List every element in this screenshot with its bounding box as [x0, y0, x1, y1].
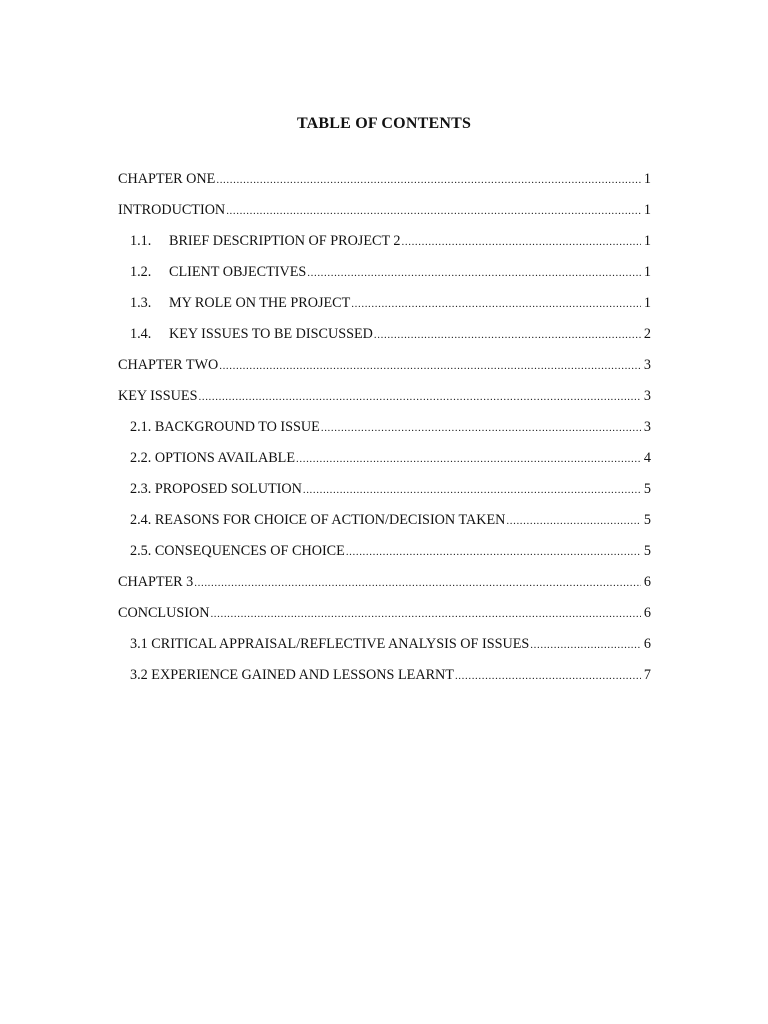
- toc-entry-label: 2.3. PROPOSED SOLUTION: [130, 481, 302, 497]
- dot-leader: [346, 538, 641, 566]
- toc-entry-label: CLIENT OBJECTIVES: [169, 264, 307, 280]
- toc-entry: [118, 444, 651, 475]
- dot-leader: [194, 569, 641, 597]
- dot-leader: [199, 383, 642, 411]
- toc-entry: [118, 630, 651, 661]
- toc-entry: [118, 413, 651, 444]
- toc-entry-label: 3.1 CRITICAL APPRAISAL/REFLECTIVE ANALYSIS OF ISSUES: [130, 636, 530, 652]
- toc-entry: [118, 351, 651, 382]
- dot-leader: [530, 631, 641, 659]
- toc-entry: [118, 475, 651, 506]
- toc-entry-page-number: 1: [643, 264, 651, 280]
- dot-leader: [307, 259, 641, 287]
- toc-entry-page-number: 2: [643, 326, 651, 342]
- dot-leader: [216, 166, 641, 194]
- toc-entry-label: CHAPTER 3: [118, 574, 194, 590]
- toc-entry: [118, 196, 651, 227]
- toc-entry: [118, 537, 651, 568]
- dot-leader: [402, 228, 641, 256]
- toc-entry: [118, 599, 651, 630]
- toc-entry-label: KEY ISSUES TO BE DISCUSSED: [169, 326, 373, 342]
- toc-entry-page-number: 6: [643, 574, 651, 590]
- toc-entry: [118, 258, 651, 289]
- toc-entry-label: CONCLUSION: [118, 605, 210, 621]
- toc-entry-number: 1.4.: [130, 326, 152, 342]
- toc-entry-page-number: 1: [643, 202, 651, 218]
- toc-entry-page-number: 5: [643, 512, 651, 528]
- toc-entry-page-number: 3: [643, 388, 651, 404]
- toc-entry-label: BRIEF DESCRIPTION OF PROJECT 2: [169, 233, 401, 249]
- toc-entry: [118, 661, 651, 692]
- toc-entry-page-number: 4: [643, 450, 651, 466]
- toc-entry-page-number: 1: [643, 233, 651, 249]
- toc-entry: [118, 568, 651, 599]
- toc-entry-page-number: 6: [643, 605, 651, 621]
- toc-entry-page-number: 1: [643, 295, 651, 311]
- dot-leader: [210, 600, 641, 628]
- toc-entry: [118, 289, 651, 320]
- toc-entry-number: 1.1.: [130, 233, 152, 249]
- toc-entry: [118, 165, 651, 196]
- toc-entry: [118, 320, 651, 351]
- toc-entry-label: INTRODUCTION: [118, 202, 226, 218]
- toc-entry-page-number: 3: [643, 357, 651, 373]
- dot-leader: [296, 445, 641, 473]
- toc-entry-label: CHAPTER TWO: [118, 357, 219, 373]
- toc-entry-label: 2.2. OPTIONS AVAILABLE: [130, 450, 296, 466]
- toc-entry: [118, 382, 651, 413]
- toc-entry: [118, 227, 651, 258]
- dot-leader: [226, 197, 641, 225]
- dot-leader: [506, 507, 641, 535]
- toc-entry: [118, 506, 651, 537]
- toc-entry-label: 3.2 EXPERIENCE GAINED AND LESSONS LEARNT: [130, 667, 454, 683]
- toc-entry-page-number: 1: [643, 171, 651, 187]
- dot-leader: [219, 352, 641, 380]
- dot-leader: [374, 321, 641, 349]
- toc-entry-label: KEY ISSUES: [118, 388, 198, 404]
- toc-entry-label: CHAPTER ONE: [118, 171, 216, 187]
- toc-entry-page-number: 3: [643, 419, 651, 435]
- toc-entry-number: 1.3.: [130, 295, 152, 311]
- page-title: TABLE OF CONTENTS: [296, 115, 472, 132]
- dot-leader: [303, 476, 641, 504]
- dot-leader: [455, 662, 641, 690]
- dot-leader: [321, 414, 641, 442]
- toc-entry-page-number: 5: [643, 543, 651, 559]
- toc-entry-page-number: 7: [643, 667, 651, 683]
- toc-entry-label: 2.4. REASONS FOR CHOICE OF ACTION/DECISION TAKEN: [130, 512, 506, 528]
- toc-entry-page-number: 6: [643, 636, 651, 652]
- toc-entry-label: MY ROLE ON THE PROJECT: [169, 295, 351, 311]
- dot-leader: [351, 290, 641, 318]
- toc-entry-label: 2.1. BACKGROUND TO ISSUE: [130, 419, 320, 435]
- toc-entry-label: 2.5. CONSEQUENCES OF CHOICE: [130, 543, 345, 559]
- toc-entry-page-number: 5: [643, 481, 651, 497]
- table-of-contents: [118, 165, 651, 692]
- toc-entry-number: 1.2.: [130, 264, 152, 280]
